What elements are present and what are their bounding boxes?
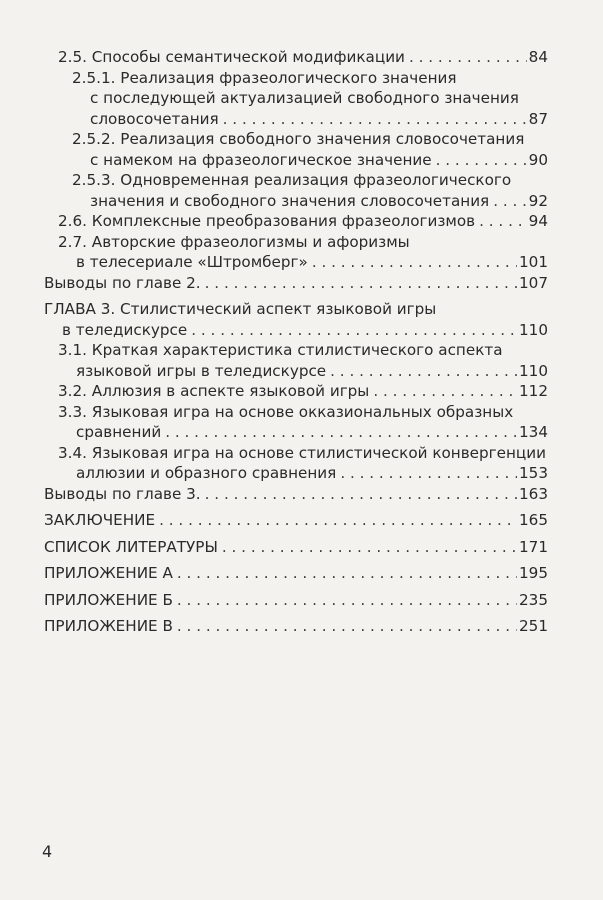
toc-entry-2-7[interactable] <box>58 232 548 273</box>
leader-dots <box>223 109 527 130</box>
toc-entry-title-cont: словосочетания <box>90 109 219 128</box>
toc-entry-page: 90 <box>528 150 548 169</box>
leader-dots <box>205 484 517 505</box>
toc-entry-title: 2.6. Комплексные преобразования фразеологизмов <box>58 212 476 230</box>
leader-dots <box>177 616 517 637</box>
leader-dots <box>177 590 517 611</box>
leader-dots <box>312 252 517 273</box>
toc-entry-3-2[interactable] <box>58 381 548 402</box>
toc-entry-title: ПРИЛОЖЕНИЕ В <box>44 617 173 635</box>
leader-dots <box>177 563 517 584</box>
toc-entry-title: ЗАКЛЮЧЕНИЕ <box>44 511 156 529</box>
toc-entry-conclusions-ch2[interactable] <box>44 273 548 294</box>
toc-entry-page: 110 <box>519 320 548 339</box>
toc-entry-title: ПРИЛОЖЕНИЕ А <box>44 564 173 582</box>
toc-entry-2-5-1[interactable] <box>72 68 548 130</box>
toc-entry-title: 2.7. Авторские фразеологизмы и афоризмы <box>58 232 410 251</box>
toc-entry-page: 195 <box>519 564 548 582</box>
toc-entry-appendix-b[interactable] <box>44 590 548 611</box>
toc-entry-conclusion[interactable] <box>44 510 548 531</box>
toc-entry-title: 2.5.1. Реализация фразеологического значения <box>72 68 457 87</box>
leader-dots <box>479 211 527 232</box>
toc-entry-page: 94 <box>528 212 548 230</box>
toc-entry-3-3[interactable] <box>58 402 548 443</box>
toc-entry-page: 153 <box>519 464 548 482</box>
toc-entry-bibliography[interactable] <box>44 537 548 558</box>
toc-entry-page: 87 <box>528 109 548 128</box>
leader-dots <box>373 381 517 402</box>
leader-dots <box>191 320 517 341</box>
toc-entry-title-cont: в телесериале «Штромберг» <box>76 253 308 271</box>
toc-entry-title: ГЛАВА 3. Стилистический аспект языковой игры <box>44 300 437 318</box>
toc-entry-title: 2.5.3. Одновременная реализация фразеологического <box>72 171 512 189</box>
toc-entry-title: 3.4. Языковая игра на основе стилистической конвергенции <box>58 443 546 462</box>
toc-entry-title: Выводы по главе 2. <box>44 273 201 292</box>
toc-entry-page: 165 <box>519 511 548 529</box>
leader-dots <box>159 510 517 531</box>
toc-entry-page: 112 <box>519 382 548 400</box>
toc-entry-title: 2.5. Способы семантической модификации <box>58 48 405 66</box>
toc-entry-chapter-3[interactable] <box>44 299 548 340</box>
leader-dots <box>436 150 527 171</box>
toc-entry-page: 110 <box>519 361 548 380</box>
toc-entry-title-cont: в теледискурсе <box>62 320 188 339</box>
toc-entry-page: 107 <box>519 273 548 292</box>
toc-entry-2-5[interactable] <box>58 47 548 68</box>
toc-entry-3-1[interactable] <box>58 340 548 381</box>
toc-entry-title: 3.1. Краткая характеристика стилистического аспекта <box>58 341 503 359</box>
toc-entry-title: ПРИЛОЖЕНИЕ Б <box>44 590 173 609</box>
toc-entry-title-cont: значения и свободного значения словосочетания <box>90 191 490 210</box>
toc-entry-page: 84 <box>528 48 548 66</box>
toc-entry-page: 92 <box>528 191 548 210</box>
toc-entry-title-cont: языковой игры в теледискурсе <box>76 361 327 380</box>
toc-entry-title: 2.5.2. Реализация свободного значения словосочетания <box>72 130 525 148</box>
leader-dots <box>205 273 517 294</box>
toc-entry-title-cont: с последующей актуализацией свободного значения <box>90 89 519 107</box>
toc-entry-appendix-a[interactable] <box>44 563 548 584</box>
toc-entry-page: 171 <box>519 537 548 556</box>
toc-entry-title-cont: сравнений <box>76 423 162 441</box>
toc-entry-title-cont: с намеком на фразеологическое значение <box>90 150 432 169</box>
toc-entry-2-6[interactable] <box>58 211 548 232</box>
leader-dots <box>409 47 527 68</box>
toc-entry-page: 251 <box>519 617 548 635</box>
leader-dots <box>330 361 517 382</box>
toc-entry-appendix-v[interactable] <box>44 616 548 637</box>
toc-entry-page: 101 <box>519 253 548 271</box>
toc-entry-title: СПИСОК ЛИТЕРАТУРЫ <box>44 537 218 556</box>
toc-entry-title: 3.3. Языковая игра на основе окказиональных образных <box>58 402 514 421</box>
toc-entry-title: 3.2. Аллюзия в аспекте языковой игры <box>58 382 370 400</box>
toc-entry-title: Выводы по главе 3. <box>44 484 201 503</box>
toc-entry-conclusions-ch3[interactable] <box>44 484 548 505</box>
table-of-contents <box>44 47 548 637</box>
toc-entry-title-cont: аллюзии и образного сравнения <box>76 464 337 482</box>
toc-entry-2-5-2[interactable] <box>72 129 548 170</box>
toc-entry-3-4[interactable] <box>58 443 548 484</box>
page-number: 4 <box>42 842 53 861</box>
toc-entry-page: 134 <box>519 423 548 441</box>
leader-dots <box>340 463 517 484</box>
leader-dots <box>165 422 517 443</box>
toc-entry-2-5-3[interactable] <box>72 170 548 211</box>
leader-dots <box>493 191 526 212</box>
toc-entry-page: 163 <box>519 484 548 503</box>
toc-entry-page: 235 <box>519 590 548 609</box>
leader-dots <box>222 537 517 558</box>
